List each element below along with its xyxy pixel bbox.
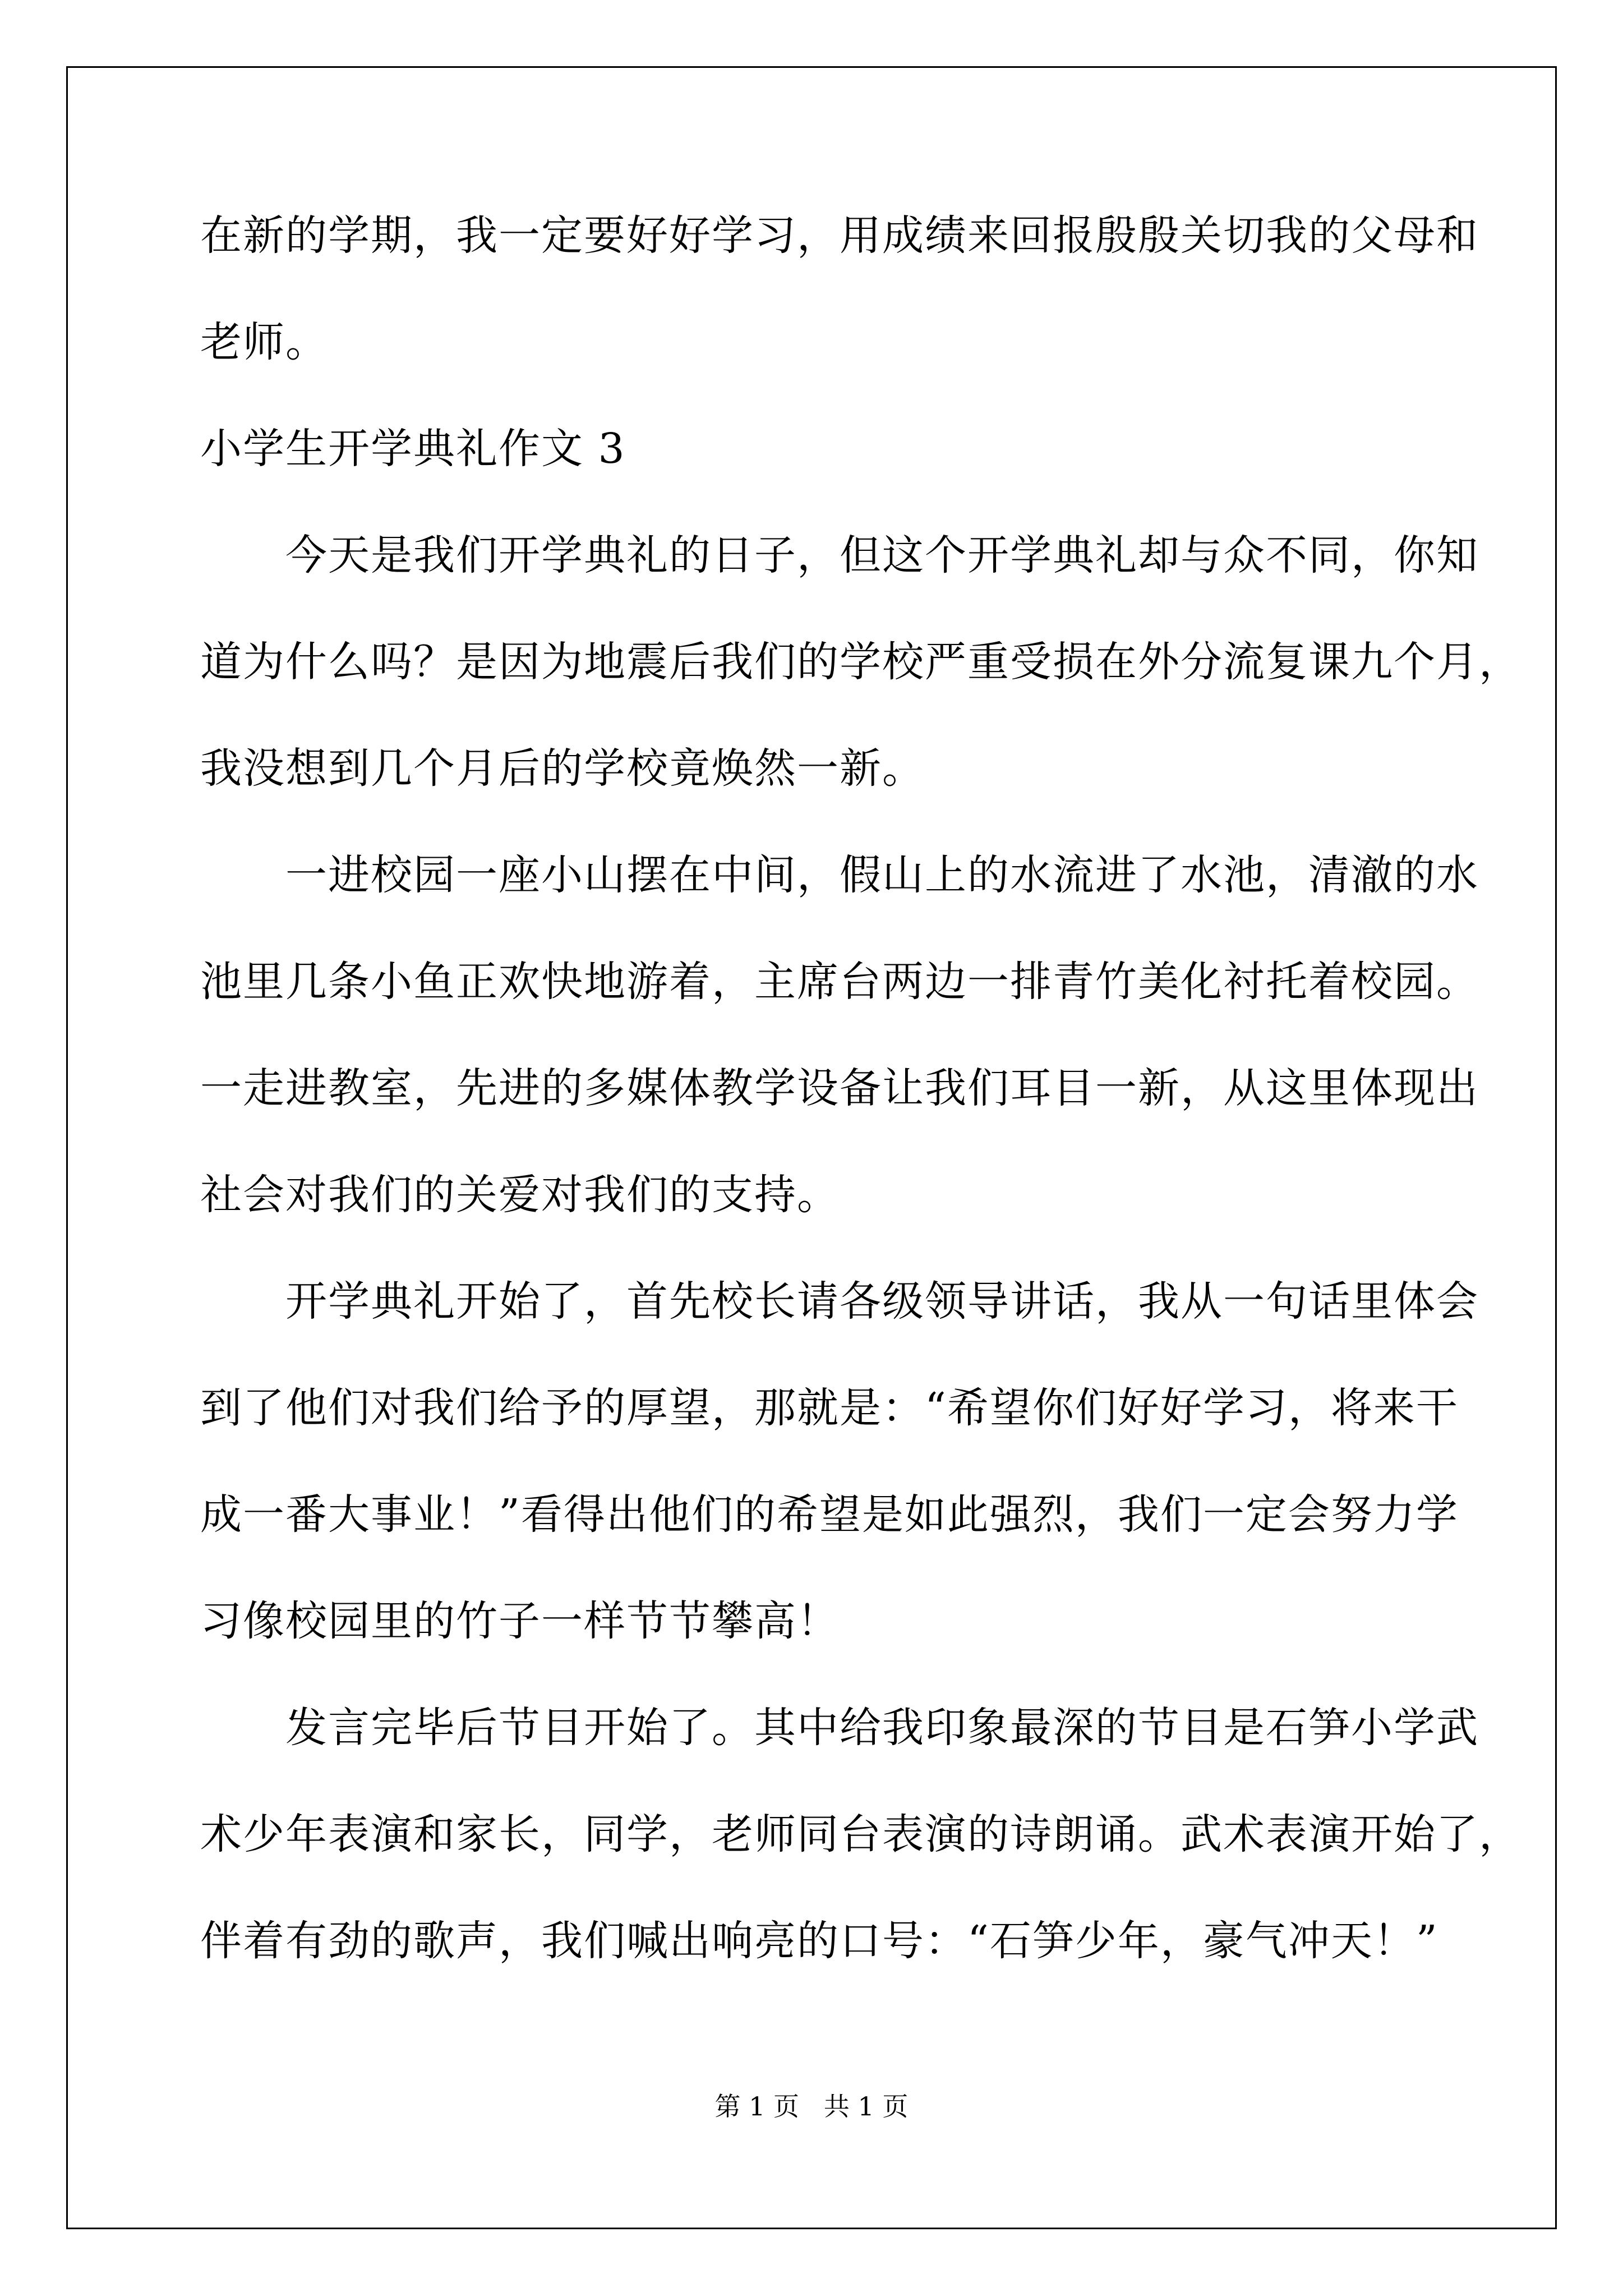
- page-border: [66, 66, 1557, 2229]
- paragraph-line: 术少年表演和家长，同学，老师同台表演的诗朗诵。武术表演开始了，: [200, 1810, 1521, 1858]
- paragraph-line: 成一番大事业！”看得出他们的希望是如此强烈，我们一定会努力学: [200, 1490, 1459, 1539]
- paragraph-line: 到了他们对我们给予的厚望，那就是：“希望你们好好学习，将来干: [200, 1384, 1459, 1432]
- paragraph-line: 老师。: [200, 318, 328, 366]
- paragraph-line: 发言完毕后节目开始了。其中给我印象最深的节目是石笋小学武: [200, 1704, 1479, 1752]
- paragraph-line: 池里几条小鱼正欢快地游着，主席台两边一排青竹美化衬托着校园。: [200, 958, 1479, 1006]
- paragraph-line: 一进校园一座小山摆在中间，假山上的水流进了水池，清澈的水: [200, 851, 1479, 899]
- paragraph-line: 我没想到几个月后的学校竟焕然一新。: [200, 744, 925, 793]
- paragraph-line: 社会对我们的关爱对我们的支持。: [200, 1171, 840, 1219]
- paragraph-line: 习像校园里的竹子一样节节攀高！: [200, 1597, 840, 1645]
- paragraph-line: 伴着有劲的歌声，我们喊出响亮的口号：“石笋少年，豪气冲天！”: [200, 1917, 1438, 1965]
- section-title: 小学生开学典礼作文 3: [200, 425, 626, 473]
- paragraph-line: 开学典礼开始了，首先校长请各级领导讲话，我从一句话里体会: [200, 1277, 1479, 1326]
- paragraph-line: 今天是我们开学典礼的日子，但这个开学典礼却与众不同，你知: [200, 531, 1479, 579]
- paragraph-line: 道为什么吗？是因为地震后我们的学校严重受损在外分流复课九个月，: [200, 638, 1521, 686]
- page-footer: 第 1 页 共 1 页: [714, 2091, 909, 2122]
- paragraph-line: 一走进教室，先进的多媒体教学设备让我们耳目一新，从这里体现出: [200, 1064, 1479, 1112]
- paragraph-line: 在新的学期，我一定要好好学习，用成绩来回报殷殷关切我的父母和: [200, 211, 1479, 260]
